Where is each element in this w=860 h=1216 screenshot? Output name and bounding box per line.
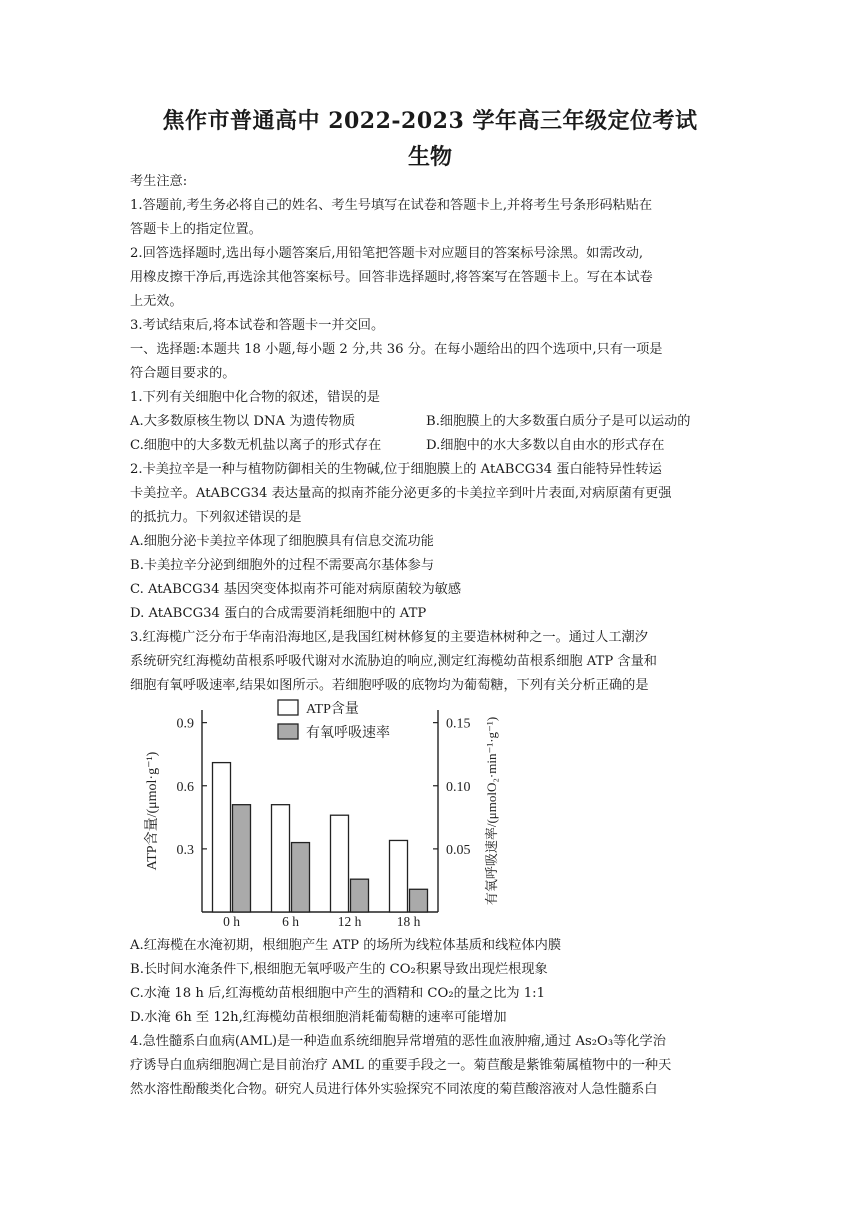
option-a: A.红海榄在水淹初期，根细胞产生 ATP 的场所为线粒体基质和线粒体内膜 [130,938,562,953]
legend-label: 有氧呼吸速率 [306,726,390,741]
legend-swatch [278,700,298,715]
question-stem: 疗诱导白血病细胞凋亡是目前治疗 AML 的重要手段之一。菊苣酸是紫锥菊属植物中的一种天 [130,1058,672,1073]
option-row [130,413,730,431]
question-stem: 然水溶性酚酸类化合物。研究人员进行体外实验探究不同浓度的菊苣酸溶液对人急性髓系白 [130,1082,658,1097]
legend-label: ATP含量 [306,702,359,717]
section-heading: 符合题目要求的。 [130,366,236,381]
right-tick-label: 0.10 [446,779,471,795]
question-stem: 细胞有氧呼吸速率,结果如图所示。若细胞呼吸的底物均为葡萄糖，下列有关分析正确的是 [130,678,649,693]
right-axis-title: 有氧呼吸速率/(μmolO₂·min⁻¹·g⁻¹) [484,716,499,906]
option-b: B.长时间水淹条件下,根细胞无氧呼吸产生的 CO₂积累导致出现烂根现象 [130,962,548,977]
option-d: D. AtABCG34 蛋白的合成需要消耗细胞中的 ATP [130,606,427,621]
left-axis-title: ATP含量/(μmol·g⁻¹) [145,751,160,871]
question-stem: 系统研究红海榄幼苗根系呼吸代谢对水流胁迫的响应,测定红海榄幼苗根系细胞 ATP 含量和 [130,654,657,669]
bar-respiration [351,879,369,912]
notice-item: 答题卡上的指定位置。 [130,222,262,237]
bar-atp [390,840,408,912]
left-tick-label: 0.9 [176,716,194,732]
bar-respiration [233,805,251,912]
bar-atp [272,805,290,912]
option-a: A.细胞分泌卡美拉辛体现了细胞膜具有信息交流功能 [130,534,434,549]
option-c: C. AtABCG34 基因突变体拟南芥可能对病原菌较为敏感 [130,582,462,597]
notice-item: 用橡皮擦干净后,再选涂其他答案标号。回答非选择题时,将答案写在答题卡上。写在本试卷 [130,270,653,285]
section-heading: 一、选择题:本题共 18 小题,每小题 2 分,共 36 分。在每小题给出的四个选项中,只有一项是 [130,342,663,357]
question-stem: 1.下列有关细胞中化合物的叙述，错误的是 [130,390,380,405]
bar-atp [331,815,349,912]
question-stem: 3.红海榄广泛分布于华南沿海地区,是我国红树林修复的主要造林树种之一。通过人工潮汐 [130,630,648,645]
question-stem: 的抵抗力。下列叙述错误的是 [130,510,302,525]
bar-respiration [410,889,428,912]
x-tick-label: 12 h [337,914,362,929]
notice-item: 2.回答选择题时,选出每小题答案后,用铅笔把答题卡对应题目的答案标号涂黑。如需改动, [130,246,644,261]
option-row [130,437,730,455]
option-b: B.细胞膜上的大多数蛋白质分子是可以运动的 [426,414,691,429]
option-d: D.水淹 6h 至 12h,红海榄幼苗根细胞消耗葡萄糖的速率可能增加 [130,1010,507,1025]
bar-atp [213,763,231,912]
chart-labels [144,701,499,929]
page-title: 焦作市普通高中 2022-2023 学年高三年级定位考试 [162,108,698,134]
bar-respiration [292,843,310,912]
subject-title: 生物 [407,144,452,170]
option-a: A.大多数原核生物以 DNA 为遗传物质 [130,414,356,429]
left-tick-label: 0.6 [176,779,194,795]
question-stem: 2.卡美拉辛是一种与植物防御相关的生物碱,位于细胞膜上的 AtABCG34 蛋白能特异性转运 [130,462,662,477]
option-b: B.卡美拉辛分泌到细胞外的过程不需要高尔基体参与 [130,558,435,573]
x-tick-label: 0 h [223,914,240,929]
notice-item: 1.答题前,考生务必将自己的姓名、考生号填写在试卷和答题卡上,并将考生号条形码粘贴在 [130,198,653,213]
question-stem: 卡美拉辛。AtABCG34 表达量高的拟南芥能分泌更多的卡美拉辛到叶片表面,对病原菌有更强 [130,486,672,501]
question-stem: 4.急性髓系白血病(AML)是一种造血系统细胞异常增殖的恶性血液肿瘤,通过 As₂O₃等化学治 [130,1034,666,1049]
left-tick-label: 0.3 [176,842,194,858]
option-c: C.细胞中的大多数无机盐以离子的形式存在 [130,438,382,453]
notice-heading: 考生注意: [130,174,188,189]
legend-swatch [278,724,298,739]
right-tick-label: 0.15 [446,716,471,732]
right-tick-label: 0.05 [446,842,471,858]
option-d: D.细胞中的水大多数以自由水的形式存在 [426,438,665,453]
notice-item: 3.考试结束后,将本试卷和答题卡一并交回。 [130,318,385,333]
notice-item: 上无效。 [130,294,183,309]
x-tick-label: 6 h [282,914,299,929]
atp-respiration-chart [130,690,530,930]
x-tick-label: 18 h [396,914,421,929]
option-c: C.水淹 18 h 后,红海榄幼苗根细胞中产生的酒精和 CO₂的量之比为 1:1 [130,986,545,1001]
